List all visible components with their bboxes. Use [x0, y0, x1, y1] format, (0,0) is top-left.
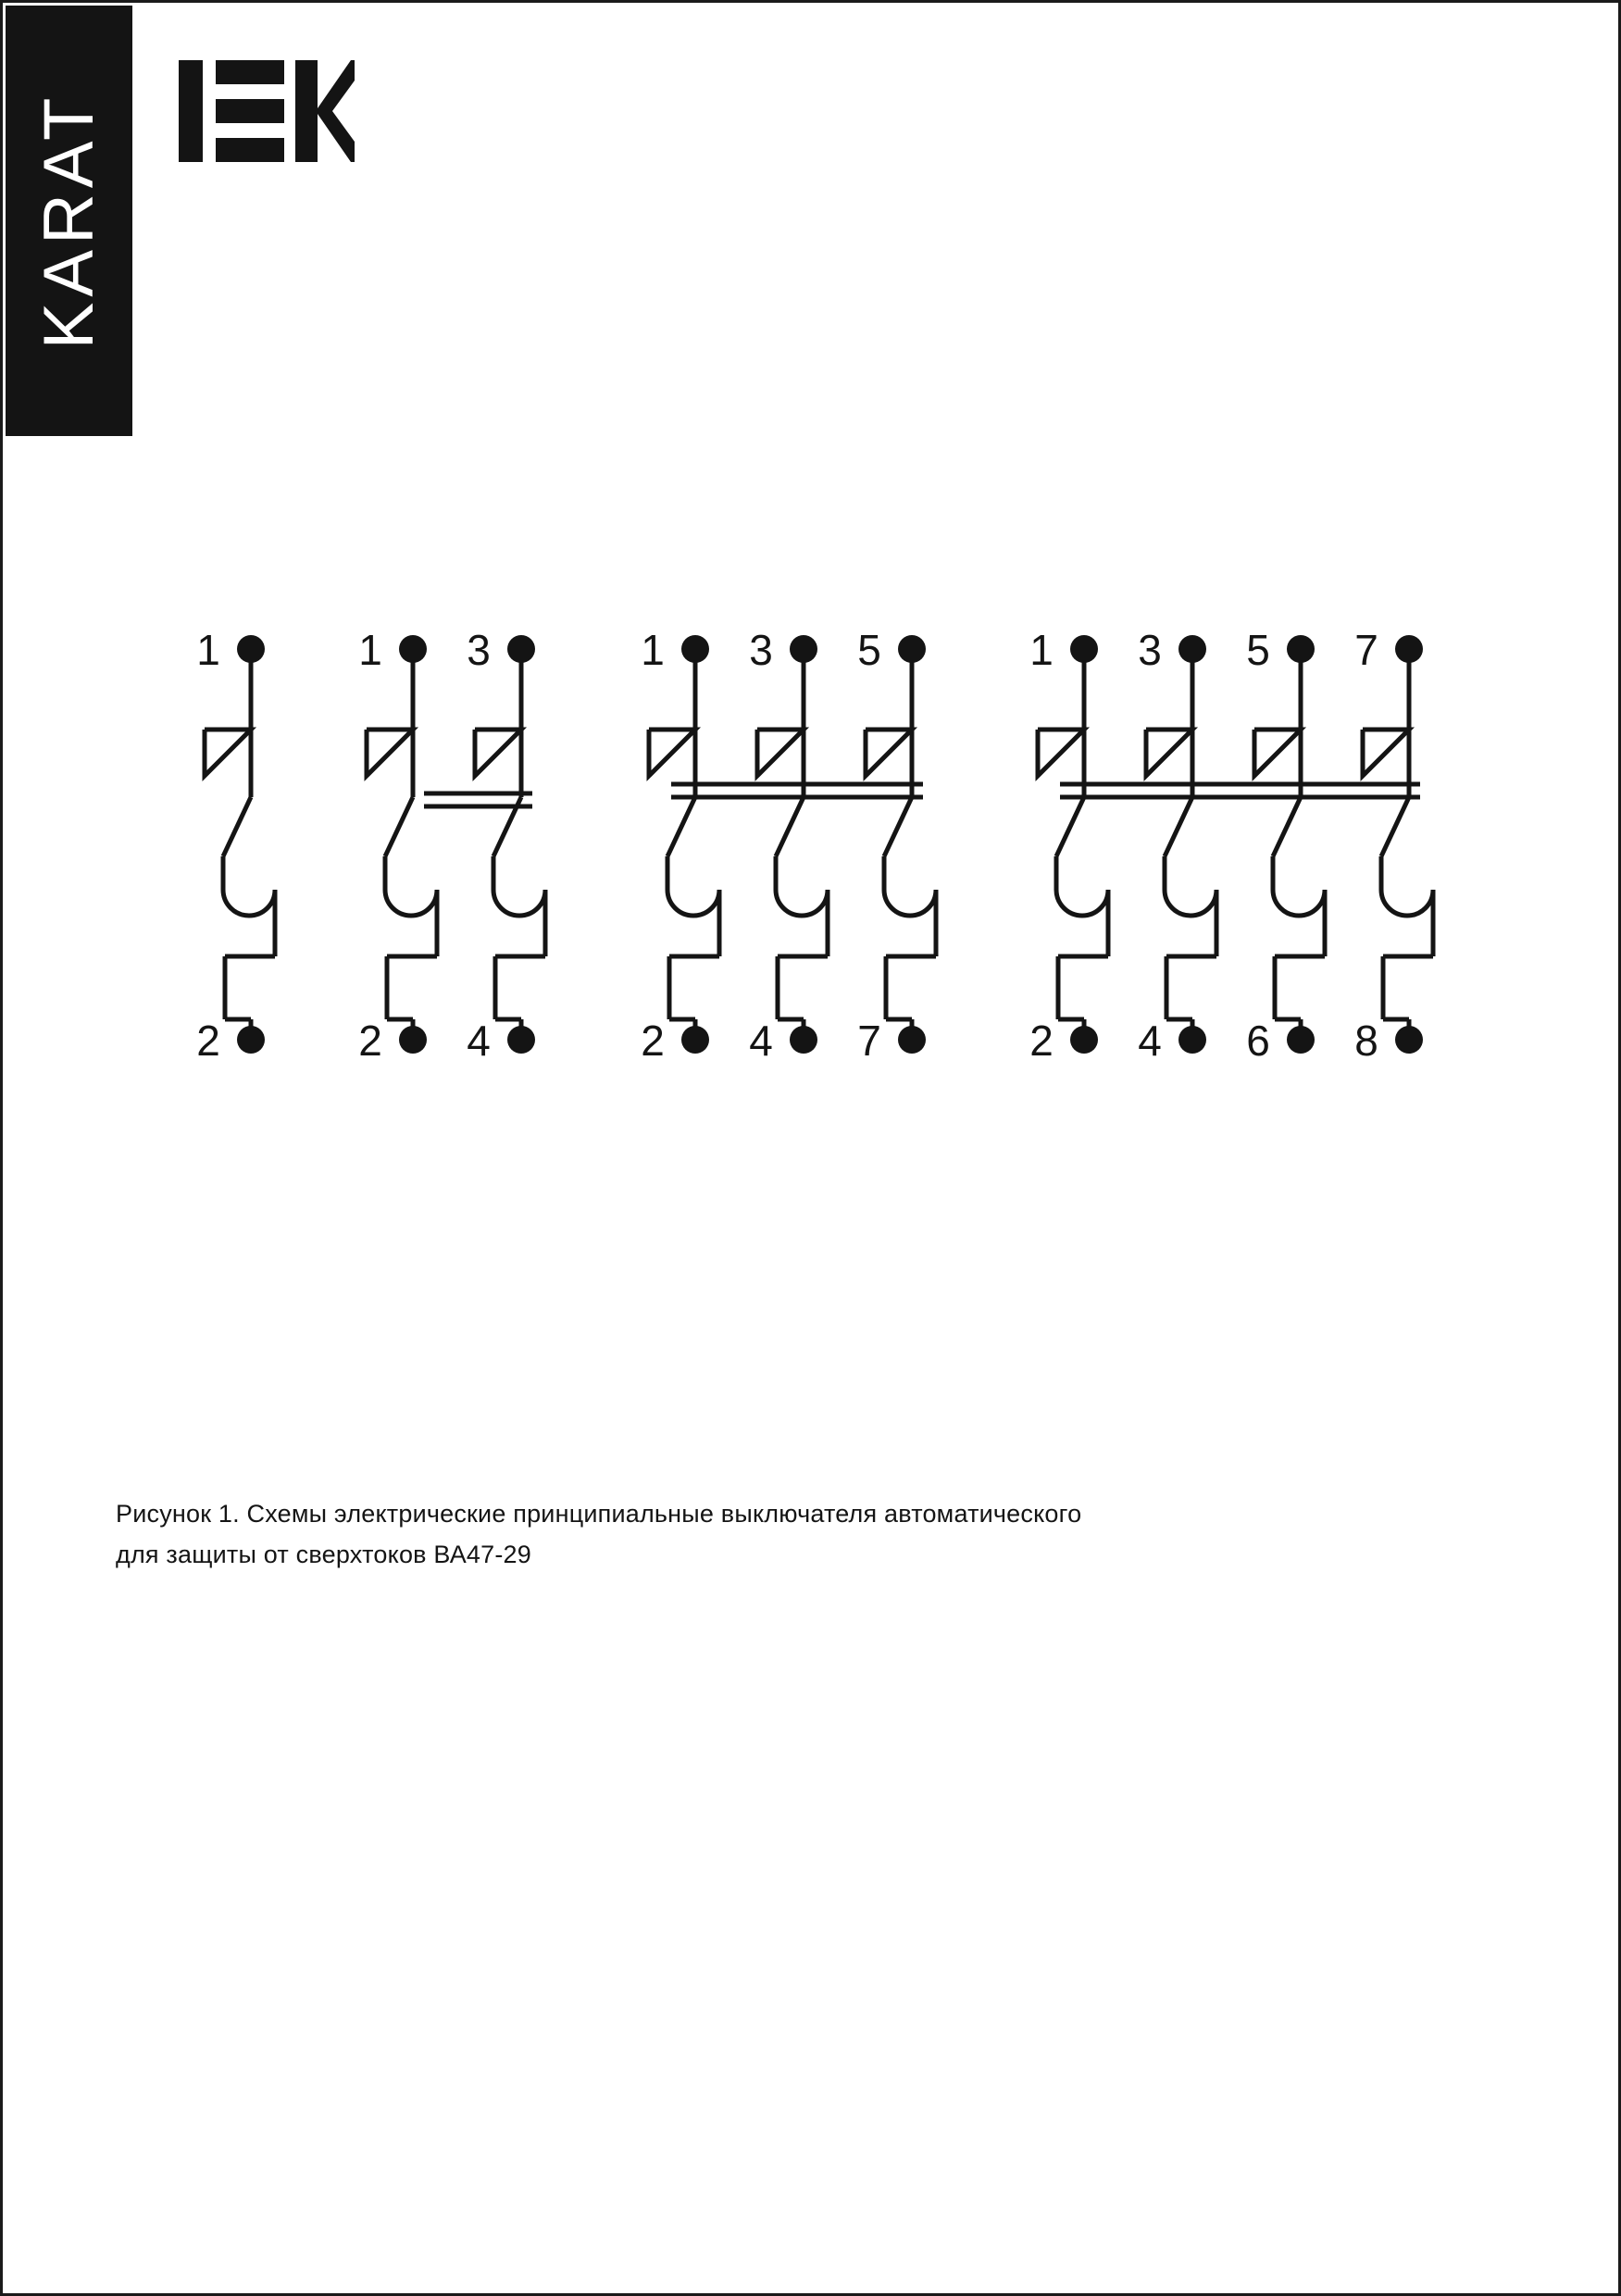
terminal-label: 1	[196, 626, 220, 674]
terminal-label: 2	[641, 1017, 665, 1065]
terminal-label: 4	[1138, 1017, 1162, 1065]
terminal-label: 4	[749, 1017, 773, 1065]
terminal-label: 1	[358, 626, 382, 674]
terminal-label: 3	[1138, 626, 1162, 674]
figure-caption-line-1: Рисунок 1. Схемы электрические принципиальные выключателя автоматического	[116, 1500, 1082, 1528]
brand-tab-label: KARAT	[30, 92, 108, 350]
figure-caption	[116, 1493, 1319, 1575]
terminal-label: 7	[1354, 626, 1378, 674]
terminal-label: 3	[467, 626, 491, 674]
iek-logo	[179, 60, 355, 162]
terminal-label: 5	[857, 626, 881, 674]
circuit-diagram	[3, 558, 1621, 1206]
brand-tab	[6, 6, 132, 436]
terminal-label: 5	[1246, 626, 1270, 674]
terminal-label: 2	[196, 1017, 220, 1065]
terminal-label: 7	[857, 1017, 881, 1065]
terminal-label: 1	[1029, 626, 1054, 674]
terminal-label: 8	[1354, 1017, 1378, 1065]
terminal-label: 2	[1029, 1017, 1054, 1065]
terminal-label: 3	[749, 626, 773, 674]
terminal-label: 1	[641, 626, 665, 674]
terminal-label: 6	[1246, 1017, 1270, 1065]
terminal-label: 2	[358, 1017, 382, 1065]
figure-caption-line-2: для защиты от сверхтоков ВА47-29	[116, 1541, 531, 1568]
terminal-label: 4	[467, 1017, 491, 1065]
